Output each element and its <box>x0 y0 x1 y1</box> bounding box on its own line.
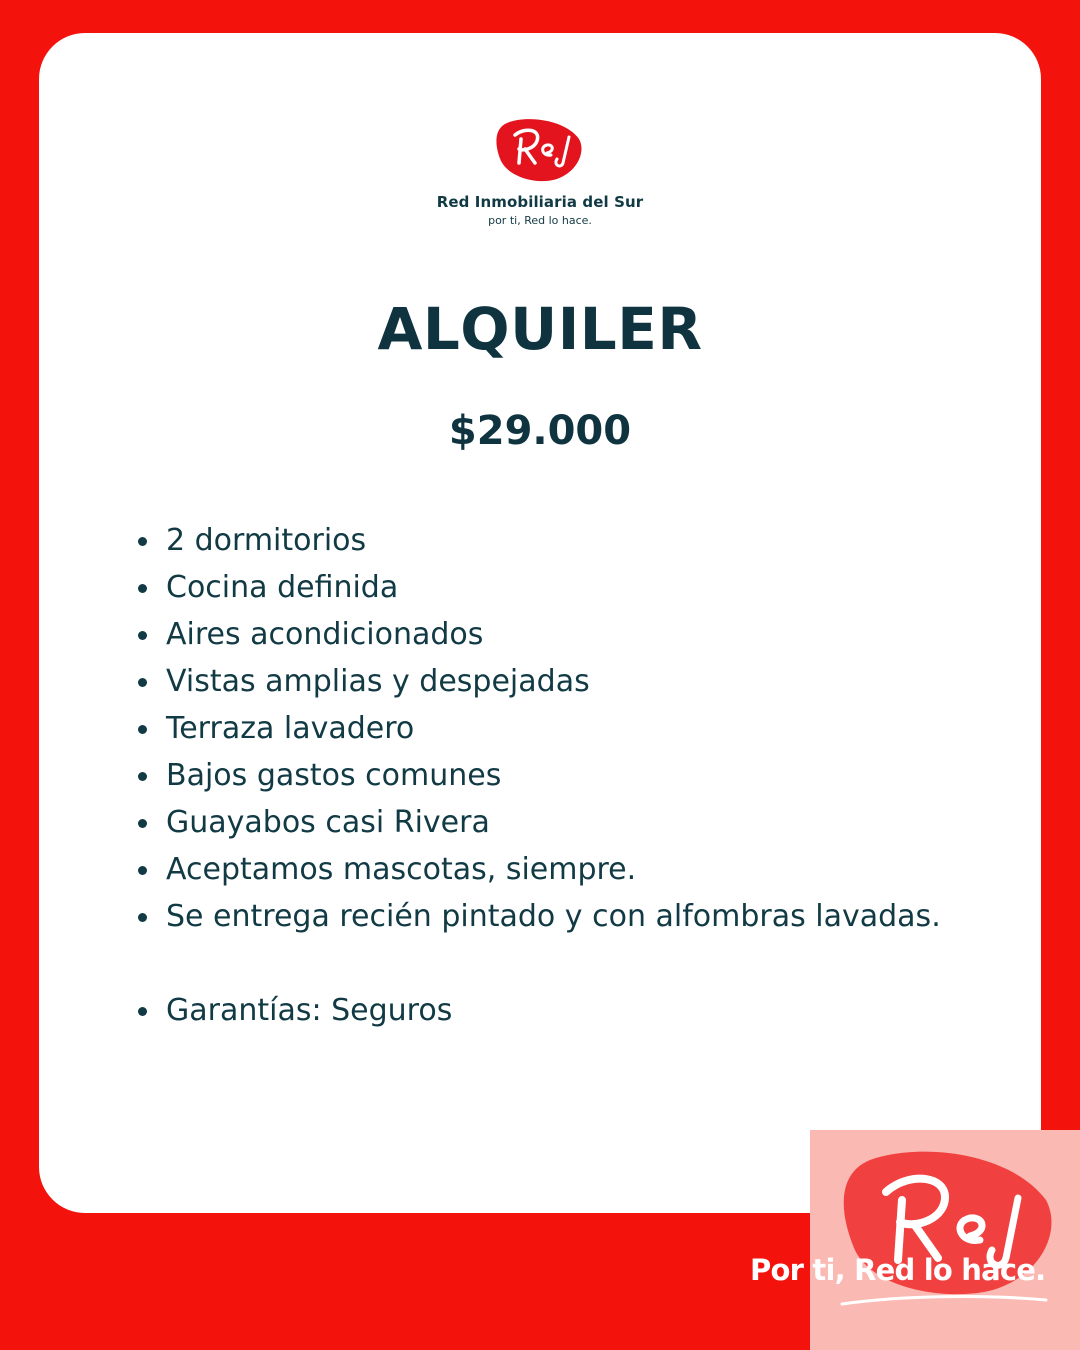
list-item: Terraza lavadero <box>135 705 955 752</box>
feature-list <box>135 517 955 1034</box>
footer-slogan: Por ti, Red lo hace. <box>750 1253 1046 1287</box>
list-item: Guayabos casi Rivera <box>135 799 955 846</box>
brand-tagline: por ti, Red lo hace. <box>488 214 592 227</box>
listing-card <box>39 33 1041 1213</box>
list-item: Aires acondicionados <box>135 611 955 658</box>
brand-name: Red Inmobiliaria del Sur <box>436 193 644 211</box>
red-logo-icon <box>495 117 585 183</box>
listing-price: $29.000 <box>448 408 632 454</box>
guarantee-item: Garantías: Seguros <box>135 987 955 1034</box>
list-item: Bajos gastos comunes <box>135 752 955 799</box>
list-item: Cocina definida <box>135 564 955 611</box>
brand-header <box>39 117 1041 227</box>
list-item: 2 dormitorios <box>135 517 955 564</box>
underline-swash-icon <box>838 1290 1050 1310</box>
list-item: Se entrega recién pintado y con alfombras lavadas. <box>135 893 955 940</box>
listing-title: ALQUILER <box>377 295 703 363</box>
list-item: Vistas amplias y despejadas <box>135 658 955 705</box>
list-item: Aceptamos mascotas, siempre. <box>135 846 955 893</box>
